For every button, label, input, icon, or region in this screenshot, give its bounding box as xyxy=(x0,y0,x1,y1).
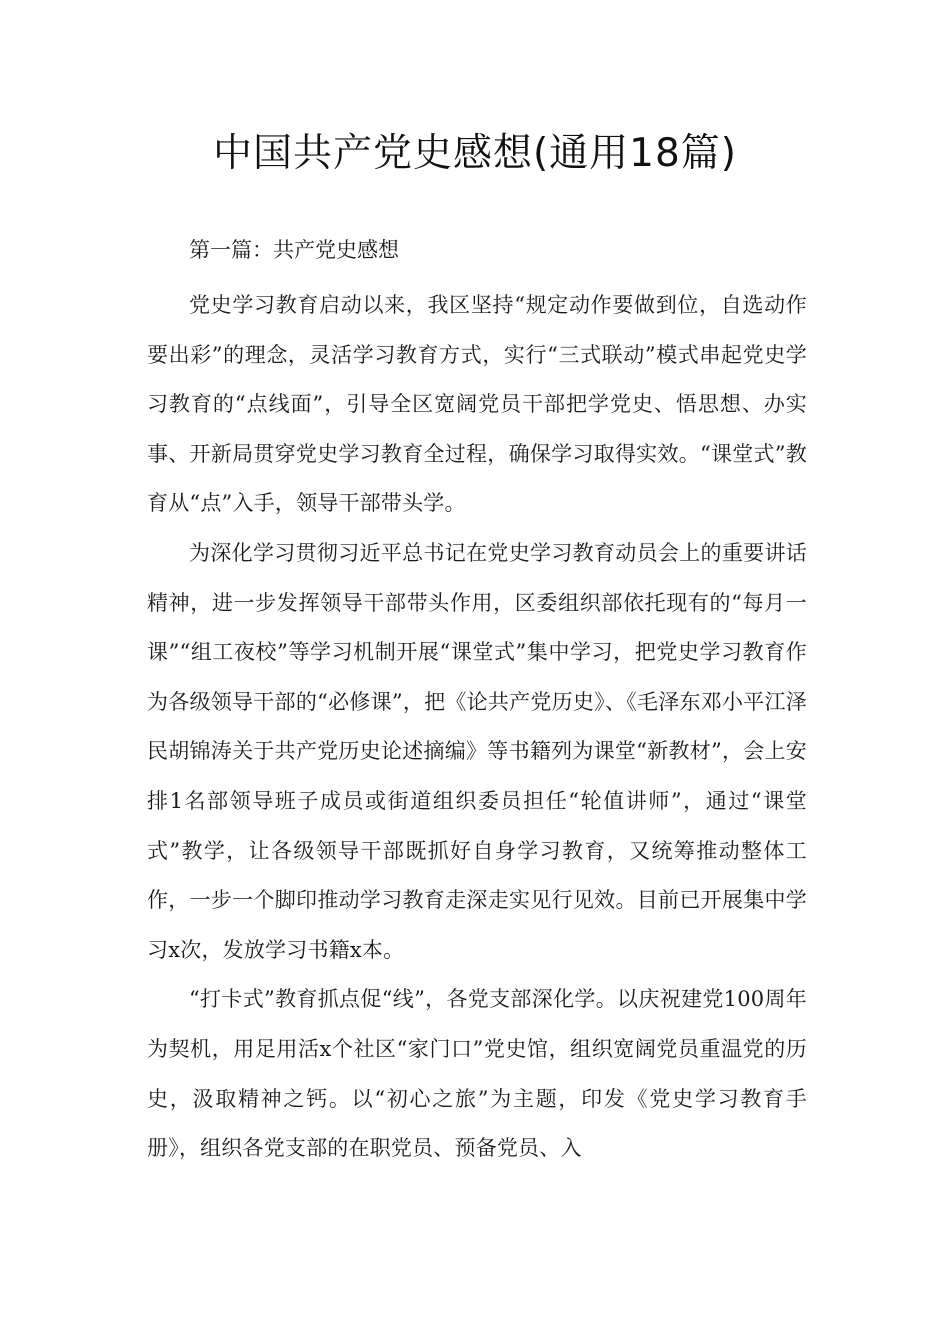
section-heading: 第一篇：共产党史感想 xyxy=(189,238,399,262)
document-title: 中国共产党史感想(通用18篇) xyxy=(212,131,738,176)
paragraph: 为深化学习贯彻习近平总书记在党史学习教育动员会上的重要讲话精神，进一步发挥领导干部带头作用，区委组织部依托现有的“每月一课”“组工夜校”等学习机制开展“课堂式”集中学习，把党史学习教育作为各级领导干部的“必修课”，把《论共产党历史》、《毛泽东邓小平江泽民胡锦涛关于共产党历史论述摘编》等书籍列为课堂“新教材”，会上安排1名部领导班子成员或街道组织委员担任“轮值讲师”，通过“课堂式”教学，让各级领导干部既抓好自身学习教育，又统筹推动整体工作，一步一个脚印推动学习教育走深走实见行见效。目前已开展集中学习x次，发放学习书籍x本。 xyxy=(147,540,807,962)
document-body xyxy=(147,281,807,1174)
paragraph: “打卡式”教育抓点促“线”，各党支部深化学。以庆祝建党100周年为契机，用足用活x个社区“家门口”党史馆，组织宽阔党员重温党的历史，汲取精神之钙。以“初心之旅”为主题，印发《党史学习教育手册》，组织各党支部的在职党员、预备党员、入 xyxy=(147,987,807,1161)
paragraph: 党史学习教育启动以来，我区坚持“规定动作要做到位，自选动作要出彩”的理念，灵活学习教育方式，实行“三式联动”模式串起党史学习教育的“点线面”，引导全区宽阔党员干部把学党史、悟思想、办实事、开新局贯穿党史学习教育全过程，确保学习取得实效。“课堂式”教育从“点”入手，领导干部带头学。 xyxy=(147,293,807,516)
